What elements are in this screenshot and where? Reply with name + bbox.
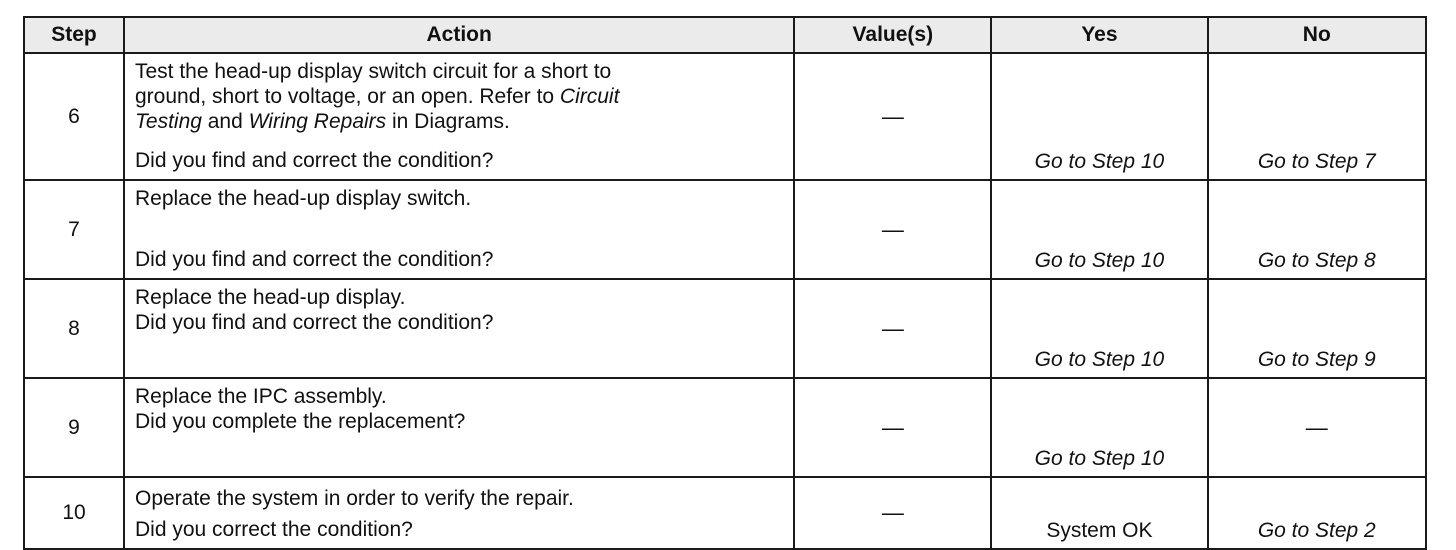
yes-cell (991, 53, 1207, 180)
action-text: Replace the head-up display switch. (134, 187, 472, 210)
yes-result: System OK (1046, 519, 1153, 542)
yes-result: Go to Step 10 (1034, 249, 1165, 272)
yes-cell (991, 279, 1207, 378)
table-row (24, 477, 1426, 549)
question-text: Did you find and correct the condition? (134, 311, 494, 334)
header-values: Value(s) (794, 17, 991, 53)
action-text: Test the head-up display switch circuit for a short to ground, short to voltage, or an open. Refer to Circuit Testing and Wiring Repairs in Diagrams. (134, 60, 620, 133)
action-text: Replace the head-up display. (134, 286, 406, 309)
no-cell (1208, 180, 1426, 279)
question-text: Did you find and correct the condition? (134, 149, 494, 172)
value-cell: — (794, 279, 991, 378)
no-cell (1208, 477, 1426, 549)
header-no: No (1208, 17, 1426, 53)
yes-cell (991, 378, 1207, 477)
table-row (24, 53, 1426, 180)
header-step: Step (24, 17, 124, 53)
action-cell (124, 378, 794, 477)
step-number: 6 (24, 53, 124, 180)
action-text: Replace the IPC assembly. (134, 385, 387, 408)
table-row (24, 378, 1426, 477)
question-text: Did you correct the condition? (134, 518, 413, 541)
step-number: 10 (24, 477, 124, 549)
header-row (24, 17, 1426, 53)
step-number: 7 (24, 180, 124, 279)
no-result: Go to Step 8 (1257, 249, 1376, 272)
value-cell: — (794, 180, 991, 279)
yes-cell (991, 477, 1207, 549)
action-cell (124, 279, 794, 378)
yes-cell (991, 180, 1207, 279)
value-cell: — (794, 53, 991, 180)
yes-result: Go to Step 10 (1034, 348, 1165, 371)
table-row (24, 279, 1426, 378)
action-text: Operate the system in order to verify the repair. (134, 487, 574, 510)
action-cell (124, 180, 794, 279)
value-cell: — (794, 378, 991, 477)
no-result: Go to Step 7 (1257, 150, 1376, 173)
action-cell (124, 477, 794, 549)
no-cell (1208, 279, 1426, 378)
step-number: 8 (24, 279, 124, 378)
yes-result: Go to Step 10 (1034, 447, 1165, 470)
no-result: Go to Step 2 (1257, 519, 1376, 542)
value-cell: — (794, 477, 991, 549)
no-cell (1208, 53, 1426, 180)
no-cell: — (1208, 378, 1426, 477)
yes-result: Go to Step 10 (1034, 150, 1165, 173)
question-text: Did you find and correct the condition? (134, 248, 494, 271)
step-number: 9 (24, 378, 124, 477)
table-row (24, 180, 1426, 279)
no-result: Go to Step 9 (1257, 348, 1376, 371)
action-cell (124, 53, 794, 180)
header-yes: Yes (991, 17, 1207, 53)
header-action: Action (124, 17, 794, 53)
question-text: Did you complete the replacement? (134, 410, 466, 433)
diagnostic-table (23, 16, 1427, 550)
